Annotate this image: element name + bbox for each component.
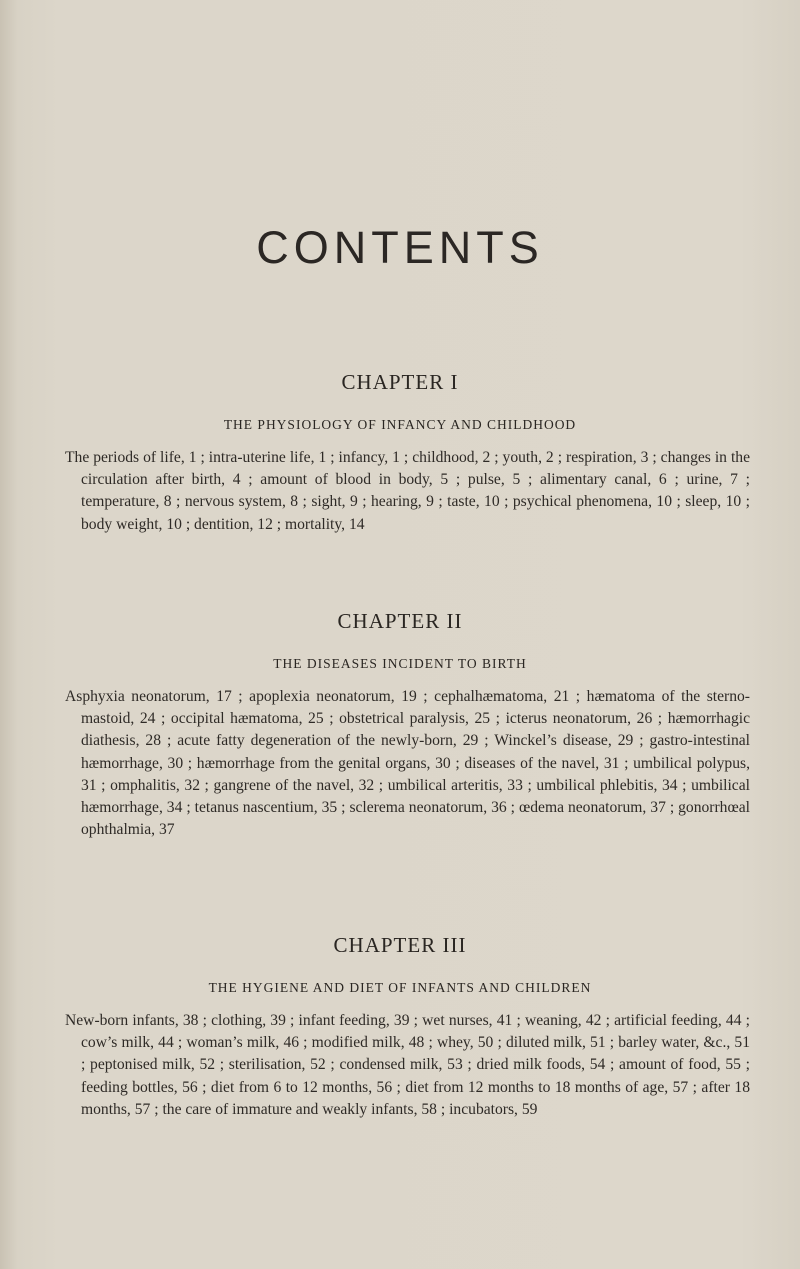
page-title: CONTENTS [256, 222, 544, 273]
chapter-subtitle: THE HYGIENE AND DIET OF INFANTS AND CHILDREN [208, 980, 592, 995]
chapter-summary: The periods of life, 1 ; intra-uterine life, 1 ; infancy, 1 ; childhood, 2 ; youth, 2 ; respiration, 3 ; changes in the circulation after birth, 4 ; amount of blood in body, 5 ; pulse, 5 ; alimentary canal, 6 ; urine, 7 ; temperature, 8 ; nervous system, 8 ; sight, 9 ; hearing, 9 ; taste, 10 ; psychical phenomena, 10 ; sleep, 10 ; body weight, 10 ; dentition, 12 ; mortality, 14 [65, 449, 750, 533]
chapter-subtitle: THE PHYSIOLOGY OF INFANCY AND CHILDHOOD [223, 417, 577, 432]
chapter-summary: New-born infants, 38 ; clothing, 39 ; infant feeding, 39 ; wet nurses, 41 ; weaning, 42 ; artificial feeding, 44 ; cow’s milk, 44 ; woman’s milk, 46 ; modified milk, 48 ; whey, 50 ; diluted milk, 51 ; barley water, &c., 51 ; peptonised milk, 52 ; sterilisation, 52 ; condensed milk, 53 ; dried milk foods, 54 ; amount of food, 55 ; feeding bottles, 56 ; diet from 6 to 12 months, 56 ; diet from 12 months to 18 months of age, 57 ; after 18 months, 57 ; the care of immature and weakly infants, 58 ; incubators, 59 [65, 1012, 750, 1118]
chapter-1-section [0, 370, 800, 536]
chapter-3-section [0, 933, 800, 1121]
chapter-2-section [0, 609, 800, 841]
chapter-heading: CHAPTER I [341, 370, 459, 394]
chapter-summary: Asphyxia neonatorum, 17 ; apoplexia neonatorum, 19 ; cephalhæmatoma, 21 ; hæmatoma of the sterno-mastoid, 24 ; occipital hæmatoma, 25 ; obstetrical paralysis, 25 ; icterus neonatorum, 26 ; hæmorrhagic diathesis, 28 ; acute fatty degeneration of the newly-born, 29 ; Winckel’s disease, 29 ; gastro-intestinal hæmorrhage, 30 ; hæmorrhage from the genital organs, 30 ; diseases of the navel, 31 ; umbilical polypus, 31 ; omphalitis, 32 ; gangrene of the navel, 32 ; umbilical arteritis, 33 ; umbilical phlebitis, 34 ; umbilical hæmorrhage, 34 ; tetanus nascentium, 35 ; sclerema neonatorum, 36 ; œdema neonatorum, 37 ; gonorrhœal ophthalmia, 37 [65, 688, 750, 839]
chapter-heading: CHAPTER III [333, 933, 467, 957]
chapter-subtitle: THE DISEASES INCIDENT TO BIRTH [273, 656, 527, 671]
chapter-heading: CHAPTER II [337, 609, 463, 633]
